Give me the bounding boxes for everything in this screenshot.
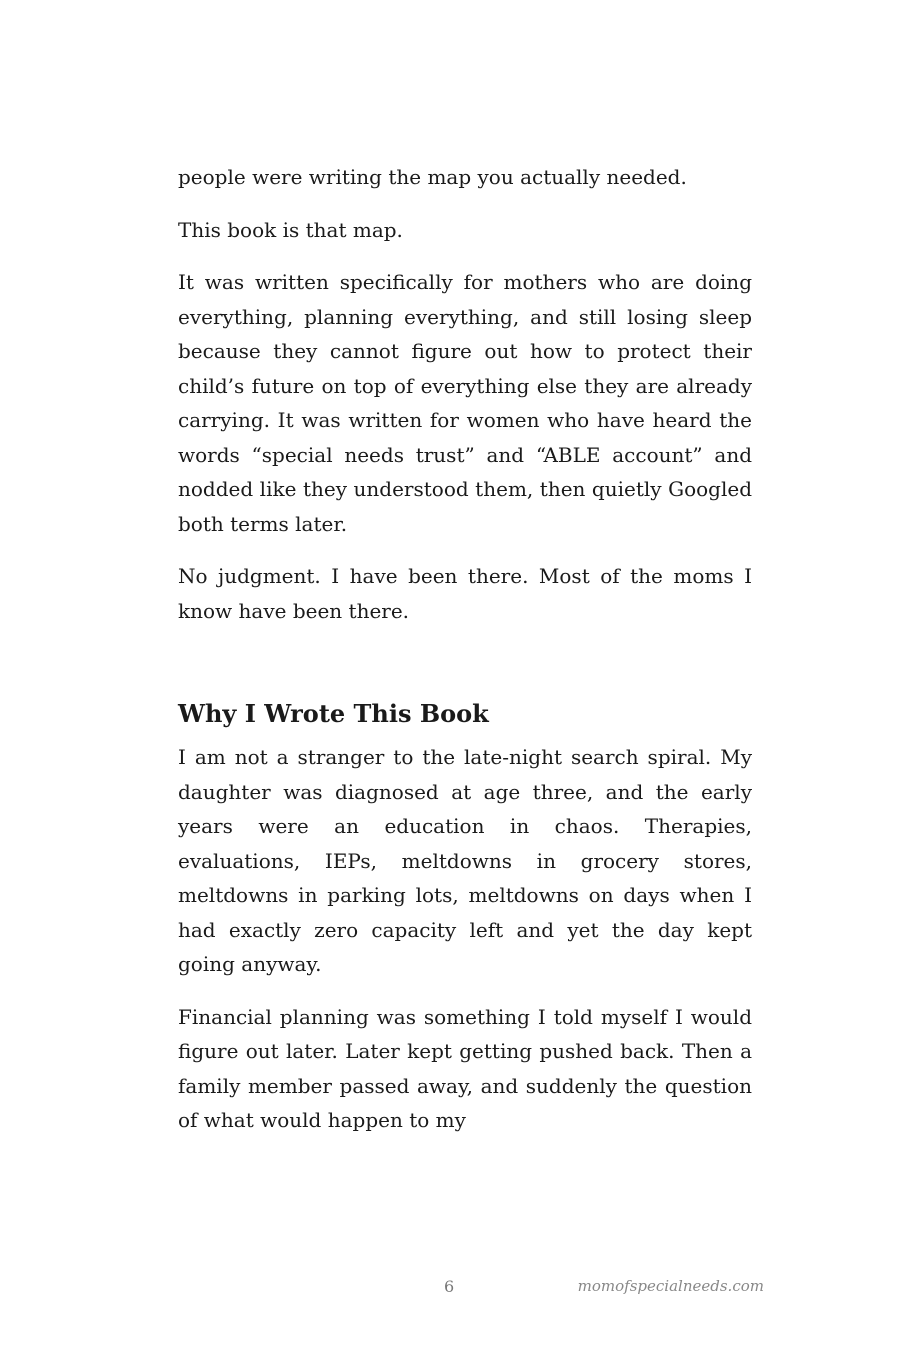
body-paragraph: I am not a stranger to the late-night search spiral. My daughter was diagnosed at age three, and the early years were an education in chaos. Therapies, evaluations, IEPs, meltdowns in grocery stores, meltdowns in parking lots, meltdowns on days when I had exactly zero capacity left and yet the day kept going anyway. bbox=[178, 745, 752, 976]
body-paragraph: It was written specifically for mothers who are doing everything, planning everything, and still losing sleep because they cannot figure out how to protect their child’s future on top of everything else they are already carrying. It was written for women who have heard the words “special needs trust” and “ABLE account” and nodded like they understood them, then quietly Googled both terms later. bbox=[178, 270, 752, 536]
body-paragraph: people were writing the map you actually needed. bbox=[178, 165, 687, 189]
page-footer bbox=[0, 1277, 900, 1301]
body-paragraph: This book is that map. bbox=[178, 217, 403, 242]
page-number: 6 bbox=[444, 1277, 455, 1296]
site-url: momofspecialneeds.com bbox=[577, 1277, 764, 1295]
body-paragraph: Financial planning was something I told myself I would figure out later. Later kept getting pushed back. Then a family member passed away, and suddenly the question of what would happen to my bbox=[178, 1004, 752, 1132]
section-heading: Why I Wrote This Book bbox=[178, 699, 489, 728]
page-body bbox=[178, 160, 752, 1156]
body-paragraph: No judgment. I have been there. Most of the moms I know have been there. bbox=[178, 564, 752, 623]
